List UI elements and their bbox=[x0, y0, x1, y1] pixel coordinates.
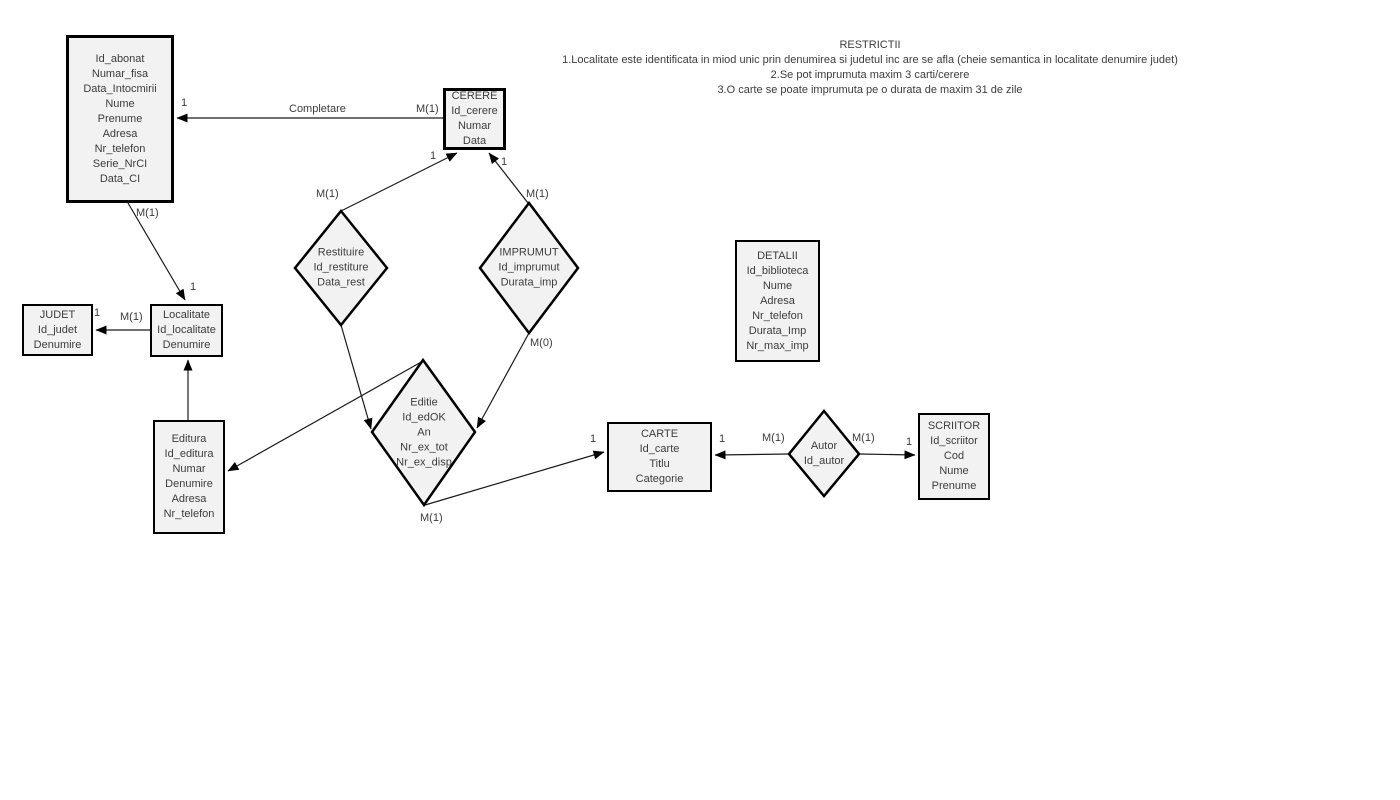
attribute: Denumire bbox=[33, 338, 82, 351]
attribute: Data bbox=[462, 135, 487, 147]
restriction-item: 2.Se pot imprumuta maxim 3 carti/cerere bbox=[770, 69, 970, 81]
cardinality-label: 1 bbox=[181, 97, 188, 109]
relationship-restituire-label bbox=[313, 246, 368, 291]
attribute: Nr_ex_disp bbox=[396, 456, 452, 469]
attribute: Nr_telefon bbox=[752, 309, 803, 322]
entity-localitate[interactable] bbox=[150, 304, 223, 357]
cardinality-label: M(1) bbox=[526, 188, 549, 200]
cardinality-label: M(1) bbox=[852, 432, 875, 444]
restrictions-title: RESTRICTII bbox=[839, 39, 901, 51]
relationship-title: Restituire bbox=[317, 246, 365, 259]
attribute: Denumire bbox=[162, 339, 211, 351]
entity-scriitor[interactable] bbox=[918, 413, 990, 500]
attribute: Id_localitate bbox=[157, 324, 216, 336]
attribute: Numar bbox=[172, 463, 206, 475]
attribute: An bbox=[417, 426, 431, 439]
attribute: Data_CI bbox=[99, 172, 141, 185]
entity-title: Localitate bbox=[162, 309, 211, 321]
cardinality-label: 1 bbox=[430, 150, 437, 162]
edge-autor-scriitor[interactable] bbox=[859, 454, 915, 455]
attribute: Id_biblioteca bbox=[746, 264, 809, 277]
attribute: Id_imprumut bbox=[498, 261, 560, 274]
relationship-editie-label bbox=[396, 396, 452, 471]
restrictions-block bbox=[420, 38, 1320, 98]
attribute: Adresa bbox=[171, 493, 207, 505]
attribute: Nr_ex_tot bbox=[400, 441, 448, 454]
attribute: Categorie bbox=[635, 473, 684, 485]
cardinality-label: M(1) bbox=[120, 311, 143, 323]
attribute: Denumire bbox=[165, 478, 213, 490]
entity-title: CERERE bbox=[451, 90, 498, 102]
cardinality-label: M(1) bbox=[136, 207, 159, 219]
attribute: Id_abonat bbox=[95, 52, 145, 65]
attribute: Durata_Imp bbox=[748, 324, 807, 337]
cardinality-label: M(0) bbox=[530, 337, 553, 349]
relationship-autor-label bbox=[804, 439, 844, 469]
attribute: Id_judet bbox=[37, 323, 78, 336]
attribute: Id_scriitor bbox=[930, 435, 978, 447]
edge-restituire-editie[interactable] bbox=[341, 325, 371, 429]
relationship-title: Autor bbox=[810, 440, 838, 452]
attribute: Nr_telefon bbox=[94, 142, 146, 155]
cardinality-label: M(1) bbox=[316, 188, 339, 200]
entity-abonat[interactable] bbox=[66, 35, 174, 203]
edge-imprumut-editie[interactable] bbox=[477, 333, 529, 428]
entity-title: JUDET bbox=[39, 308, 76, 321]
edge-imprumut-cerere[interactable] bbox=[489, 153, 528, 203]
cardinality-label: M(1) bbox=[420, 512, 443, 524]
relationship-imprumut-label bbox=[498, 246, 559, 291]
attribute: Nr_max_imp bbox=[746, 339, 809, 352]
entity-title: CARTE bbox=[640, 428, 679, 440]
attribute: Nr_telefon bbox=[163, 508, 215, 520]
cardinality-label: 1 bbox=[906, 436, 913, 448]
entity-judet[interactable] bbox=[22, 304, 93, 356]
attribute: Id_cerere bbox=[451, 105, 498, 117]
edge-label-completare: Completare bbox=[289, 103, 346, 115]
attribute: Data_Intocmirii bbox=[83, 82, 157, 95]
attribute: Id_restiture bbox=[313, 261, 369, 274]
relationship-title: IMPRUMUT bbox=[499, 246, 559, 259]
entity-title: DETALII bbox=[757, 249, 798, 262]
attribute: Id_editura bbox=[164, 448, 214, 460]
attribute: Id_autor bbox=[803, 455, 845, 467]
attribute: Numar_fisa bbox=[91, 67, 149, 80]
attribute: Adresa bbox=[102, 127, 138, 140]
cardinality-label: 1 bbox=[94, 307, 101, 319]
edge-restituire-cerere[interactable] bbox=[341, 153, 457, 211]
attribute: Durata_imp bbox=[500, 276, 558, 289]
attribute: Id_carte bbox=[639, 443, 680, 455]
entity-carte[interactable] bbox=[607, 422, 712, 492]
attribute: Prenume bbox=[931, 480, 977, 492]
cardinality-label: 1 bbox=[590, 433, 597, 445]
attribute: Adresa bbox=[760, 294, 795, 307]
attribute: Titlu bbox=[649, 458, 670, 470]
entity-title: Editura bbox=[171, 433, 207, 445]
cardinality-label: 1 bbox=[719, 433, 726, 445]
attribute: Numar bbox=[457, 120, 491, 132]
attribute: Nume bbox=[762, 279, 793, 292]
attribute: Cod bbox=[943, 450, 965, 462]
edge-autor-carte[interactable] bbox=[715, 454, 789, 455]
restriction-item: 1.Localitate este identificata in miod unic prin denumirea si judetul inc are se afla (cheie semantica in localitate denumire judet) bbox=[562, 54, 1178, 66]
entity-detalii[interactable] bbox=[735, 240, 820, 362]
entity-editura[interactable] bbox=[153, 420, 225, 534]
cardinality-label: 1 bbox=[190, 281, 197, 293]
entity-cerere[interactable] bbox=[443, 88, 506, 150]
attribute: Nume bbox=[939, 465, 969, 477]
attribute: Prenume bbox=[97, 112, 143, 125]
relationship-title: Editie bbox=[410, 396, 438, 409]
attribute: Nume bbox=[105, 97, 135, 110]
entity-title: SCRIITOR bbox=[927, 420, 981, 432]
cardinality-label: M(1) bbox=[762, 432, 785, 444]
attribute: Id_edOK bbox=[402, 411, 446, 424]
attribute: Serie_NrCI bbox=[92, 157, 148, 170]
cardinality-label: M(1) bbox=[416, 103, 439, 115]
restriction-item: 3.O carte se poate imprumuta pe o durata de maxim 31 de zile bbox=[717, 84, 1023, 96]
cardinality-label: 1 bbox=[501, 156, 508, 168]
attribute: Data_rest bbox=[317, 276, 365, 289]
